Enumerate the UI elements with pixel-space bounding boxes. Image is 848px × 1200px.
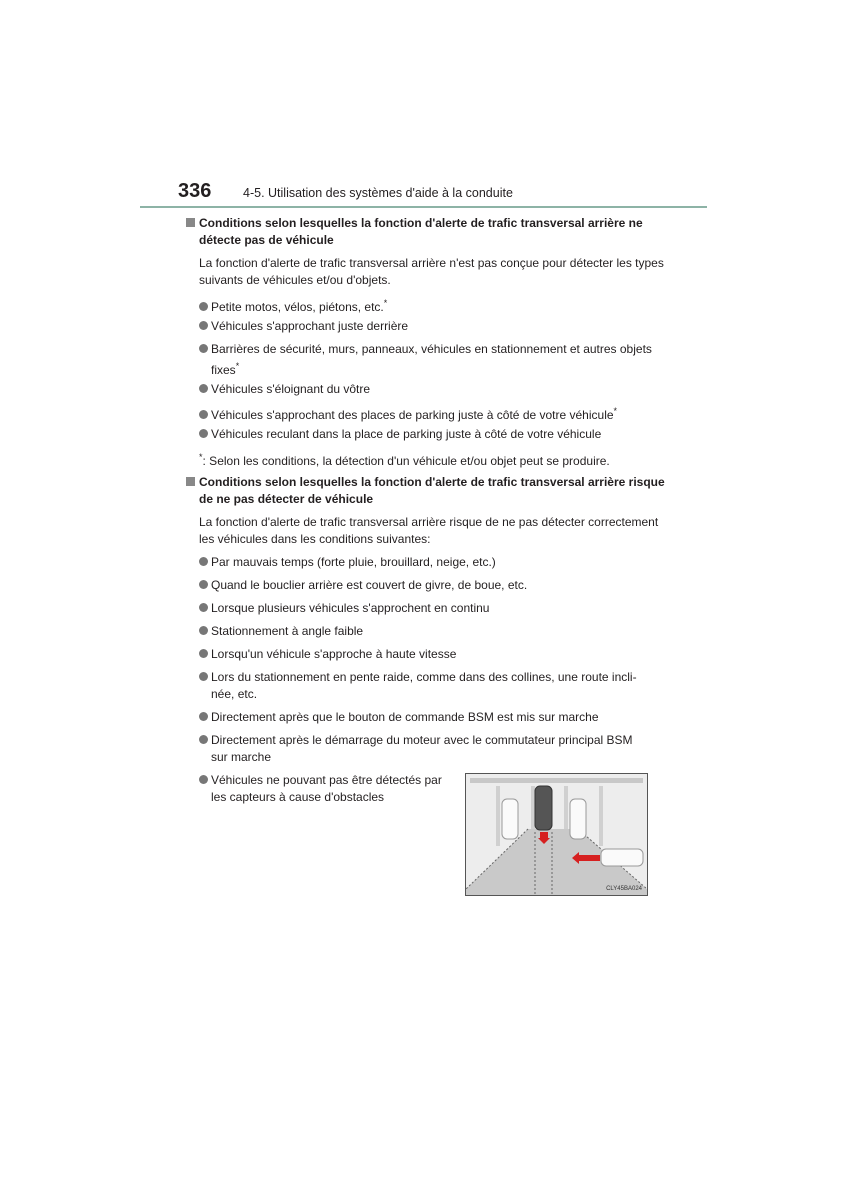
round-bullet-icon [199,410,208,419]
list-item [199,732,664,766]
list-item [199,318,664,335]
heading-line: Conditions selon lesquelles la fonction d'alerte de trafic transversal arrière risque [199,475,665,489]
section1-intro: La fonction d'alerte de trafic transversal arrière n'est pas conçue pour détecter les types suivants de véhicules et/ou d'objets. [199,256,664,287]
asterisk-marker: * [613,406,618,416]
list-item-text: Stationnement à angle faible [211,624,364,638]
list-item [199,426,664,443]
round-bullet-icon [199,775,208,784]
list-item-text: sur marche [211,750,272,764]
round-bullet-icon [199,626,208,635]
footnote-marker: * [199,452,203,462]
list-item-text: Directement après que le bouton de commande BSM est mis sur marche [211,710,599,724]
heading-line: de ne pas détecter de véhicule [199,492,374,506]
heading-line: Conditions selon lesquelles la fonction d'alerte de trafic transversal arrière ne [199,216,643,230]
section-title: 4-5. Utilisation des systèmes d'aide à la conduite [243,186,513,200]
section2-heading [186,474,666,508]
list-item [199,341,664,379]
list-item-text: Véhicules ne pouvant pas être détectés par [211,773,442,787]
list-item-text: Véhicules s'approchant juste derrière [211,319,409,333]
round-bullet-icon [199,384,208,393]
list-item-text: Lorsqu'un véhicule s'approche à haute vitesse [211,647,457,661]
round-bullet-icon [199,672,208,681]
list-item [199,646,664,663]
list-item-text: Directement après le démarrage du moteur avec le commutateur principal BSM [211,733,633,747]
round-bullet-icon [199,580,208,589]
page-number: 336 [178,180,212,202]
list-item-text: les capteurs à cause d'obstacles [211,790,385,804]
asterisk-marker: * [383,298,388,308]
figure-caption: CLY45BA024 [606,886,642,892]
list-item [199,600,664,617]
parking-illustration [465,773,648,896]
list-item [199,554,664,571]
round-bullet-icon [199,557,208,566]
list-item-text: Barrières de sécurité, murs, panneaux, véhicules en stationnement et autres objets [211,342,652,356]
round-bullet-icon [199,603,208,612]
list-item-text: Quand le bouclier arrière est couvert de givre, de boue, etc. [211,578,528,592]
list-item [199,709,664,726]
list-item-text: née, etc. [211,687,258,701]
round-bullet-icon [199,429,208,438]
list-item [199,623,664,640]
square-bullet-icon [186,218,195,227]
list-item [199,381,664,398]
list-item-text: Par mauvais temps (forte pluie, brouillard, neige, etc.) [211,555,496,569]
list-item [199,669,664,703]
round-bullet-icon [199,712,208,721]
list-item-text: Véhicules s'éloignant du vôtre [211,382,371,396]
list-item-text: Lorsque plusieurs véhicules s'approchent en continu [211,601,490,615]
heading-line: détecte pas de véhicule [199,233,334,247]
square-bullet-icon [186,477,195,486]
round-bullet-icon [199,302,208,311]
list-item-text: Lors du stationnement en pente raide, comme dans des collines, une route incli- [211,670,637,684]
header-rule [140,206,707,208]
list-item-text: Petite motos, vélos, piétons, etc.* [211,298,388,314]
section2-intro: La fonction d'alerte de trafic transversal arrière risque de ne pas détecter correctement les véhicules dans les conditions suivantes: [199,515,659,546]
asterisk-marker: * [235,361,240,371]
list-item [199,403,664,424]
list-item-text: Véhicules s'approchant des places de parking juste à côté de votre véhicule* [211,406,618,422]
section1-heading [186,215,666,249]
footnote-text: : Selon les conditions, la détection d'un véhicule et/ou objet peut se produire. [202,454,610,468]
list-item [199,577,664,594]
list-item-text: Véhicules reculant dans la place de parking juste à côté de votre véhicule [211,427,602,441]
list-item [199,295,664,316]
round-bullet-icon [199,649,208,658]
round-bullet-icon [199,321,208,330]
list-item-text: fixes* [211,361,240,377]
round-bullet-icon [199,735,208,744]
footnote [199,449,664,470]
round-bullet-icon [199,344,208,353]
